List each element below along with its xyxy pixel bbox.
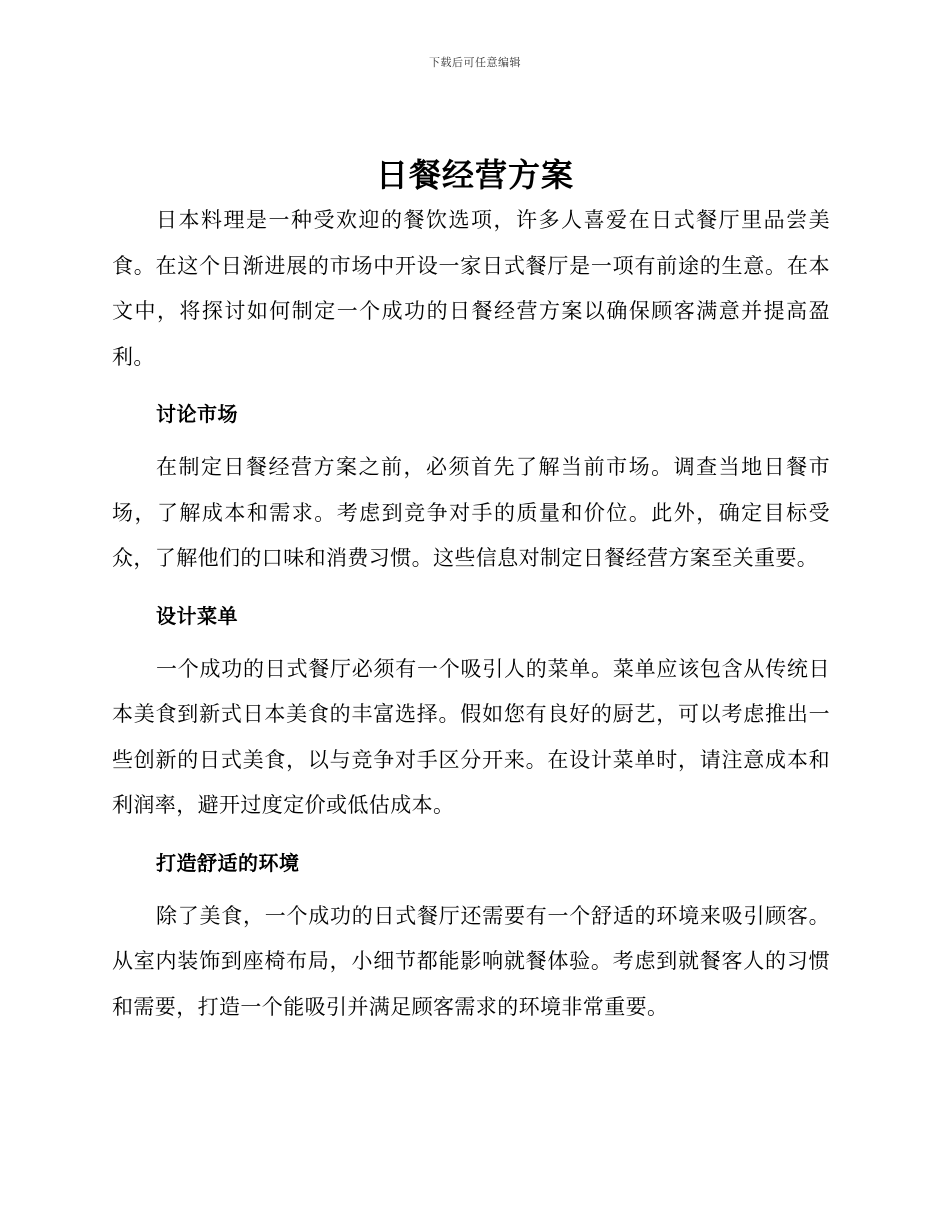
document-body	[112, 198, 830, 1030]
section-heading-menu: 设计菜单	[156, 603, 238, 628]
section-body-environment: 除了美食，一个成功的日式餐厅还需要有一个舒适的环境来吸引顾客。从室内装饰到座椅布局，小细节都能影响就餐体验。考虑到就餐客人的习惯和需要，打造一个能吸引并满足顾客需求的环境非常重要。	[112, 903, 830, 1019]
intro-paragraph: 日本料理是一种受欢迎的餐饮选项，许多人喜爱在日式餐厅里品尝美食。在这个日渐进展的市场中开设一家日式餐厅是一项有前途的生意。在本文中，将探讨如何制定一个成功的日餐经营方案以确保顾客满意并提高盈利。	[112, 208, 830, 369]
header-note: 下载后可任意编辑	[429, 56, 521, 69]
section-body-menu: 一个成功的日式餐厅必须有一个吸引人的菜单。菜单应该包含从传统日本美食到新式日本美食的丰富选择。假如您有良好的厨艺，可以考虑推出一些创新的日式美食，以与竞争对手区分开来。在设计菜单时，请注意成本和利润率，避开过度定价或低估成本。	[112, 656, 830, 817]
section-heading-environment: 打造舒适的环境	[156, 850, 300, 875]
document-title: 日餐经营方案	[375, 156, 574, 194]
section-heading-market: 讨论市场	[156, 402, 238, 426]
section-body-market: 在制定日餐经营方案之前，必须首先了解当前市场。调查当地日餐市场，了解成本和需求。考虑到竞争对手的质量和价位。此外，确定目标受众，了解他们的口味和消费习惯。这些信息对制定日餐经营方案至关重要。	[112, 455, 830, 570]
